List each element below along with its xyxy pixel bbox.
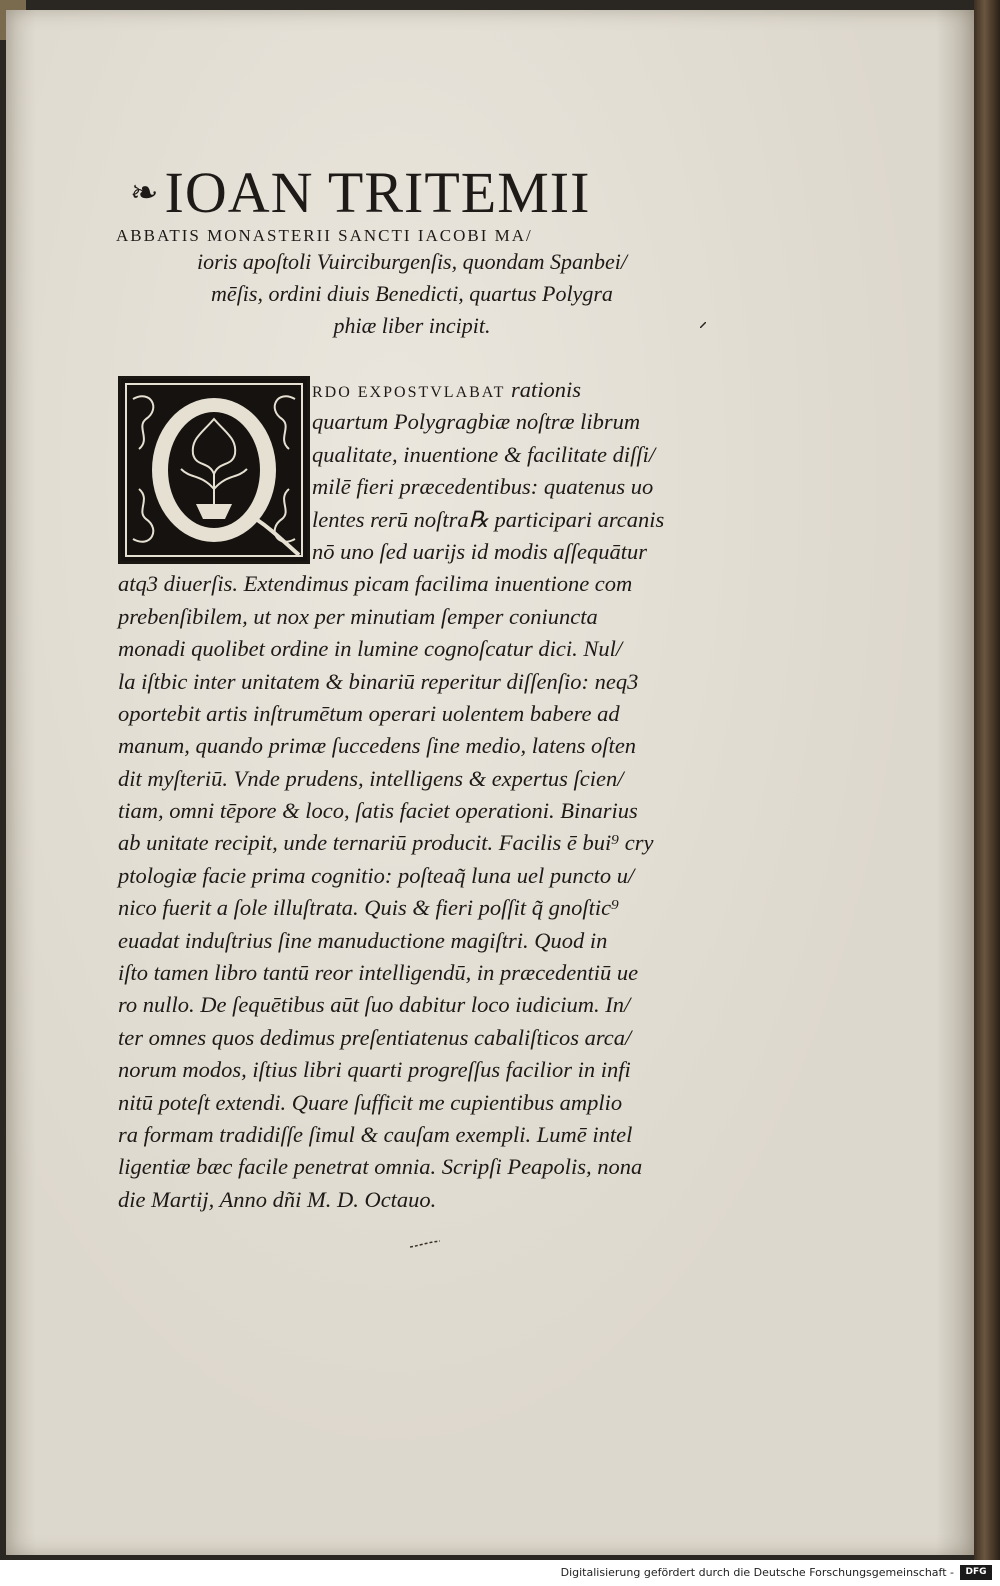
body-line: oportebit artis inſtrumētum operari uolentem babere ad (118, 700, 620, 726)
body-line: nō uno ſed uarijs id modis aſſequātur (312, 538, 648, 564)
body-line: euadat induſtrius ſine manuductione magiſtri. Quod in (118, 927, 608, 953)
book-binding-edge (974, 0, 1000, 1560)
stray-mark (700, 322, 706, 328)
title-text: IOAN TRITEMII (164, 160, 591, 225)
footer-bar (0, 1560, 1000, 1586)
subtitle-block (112, 226, 712, 342)
body-line: prebenſibilem, ut nox per minutiam ſemper coniuncta (118, 603, 598, 629)
opening-rest: rationis (505, 377, 581, 402)
body-line: norum modos, iſtius libri quarti progreſſus facilior in infi (118, 1057, 631, 1083)
body-line: ra formam tradidiſſe ſimul & cauſam exempli. Lumē intel (118, 1121, 633, 1147)
body-text (118, 374, 718, 1216)
subtitle-line: phiæ liber incipit. (333, 313, 491, 338)
body-line: dit myſteriū. Vnde prudens, intelligens & expertus ſcien/ (118, 765, 624, 791)
body-line: nitū poteſt extendi. Quare ſufficit me cupientibus amplio (118, 1089, 623, 1115)
subtitle-line: mēſis, ordini diuis Benedicti, quartus Polygra (211, 281, 613, 306)
body-line: tiam, omni tēpore & loco, ſatis faciet operationi. Binarius (118, 798, 638, 824)
body-line: ab unitate recipit, unde ternariū producit. Facilis ē bui⁹ cry (118, 830, 654, 856)
catchword-mark (410, 1240, 440, 1248)
subtitle-line: ioris apoſtoli Vuirciburgenſis, quondam Spanbei/ (196, 249, 627, 274)
body-line: lentes rerū noſtra℞ participari arcanis (312, 506, 665, 532)
body-line: ptologiæ facie prima cognitio: poſteaq̃ luna uel puncto u/ (118, 862, 635, 888)
body-line: milē fieri præcedentibus: quatenus uo (312, 474, 654, 500)
body-line: atq3 diuerſis. Extendimus picam facilima inuentione com (118, 571, 633, 597)
body-line: ter omnes quos dedimus preſentiatenus cabaliſticos arca/ (118, 1024, 632, 1050)
body-line: nico fuerit a ſole illuſtrata. Quis & fieri poſſit q̃ gnoſtic⁹ (118, 895, 619, 921)
body-line: qualitate, inuentione & facilitate diſſi/ (312, 441, 656, 467)
fleuron-ornament-icon: ❧ (130, 175, 155, 212)
body-line: die Martij, Anno dñi M. D. Octauo. (118, 1186, 437, 1212)
subtitle-caps-line: ABBATIS MONASTERII SANCTI IACOBI MA/ (116, 226, 533, 245)
dfg-logo: DFG (960, 1565, 992, 1580)
body-line: ro nullo. De ſequētibus aūt ſuo dabitur loco iudicium. In/ (118, 992, 631, 1018)
body-line: manum, quando primæ ſuccedens ſine medio, latens oſten (118, 733, 637, 759)
body-line: quartum Polygragbiæ noſtræ librum (312, 409, 641, 435)
body-line: la iſtbic inter unitatem & binariū reperitur diſſenſio: neq3 (118, 668, 639, 694)
body-line: monadi quolibet ordine in lumine cognoſcatur dici. Nul/ (118, 636, 623, 662)
body-line (118, 374, 718, 406)
footer-credit: Digitalisierung gefördert durch die Deutsche Forschungsgemeinschaft - (560, 1566, 954, 1579)
opening-caps: RDO EXPOSTVLABAT (312, 384, 506, 401)
page-title (130, 158, 720, 228)
body-line: ligentiæ bæc facile penetrat omnia. Scripſi Peapolis, nona (118, 1154, 643, 1180)
body-line: iſto tamen libro tantū reor intelligendū, in præcedentiū ue (118, 960, 639, 986)
